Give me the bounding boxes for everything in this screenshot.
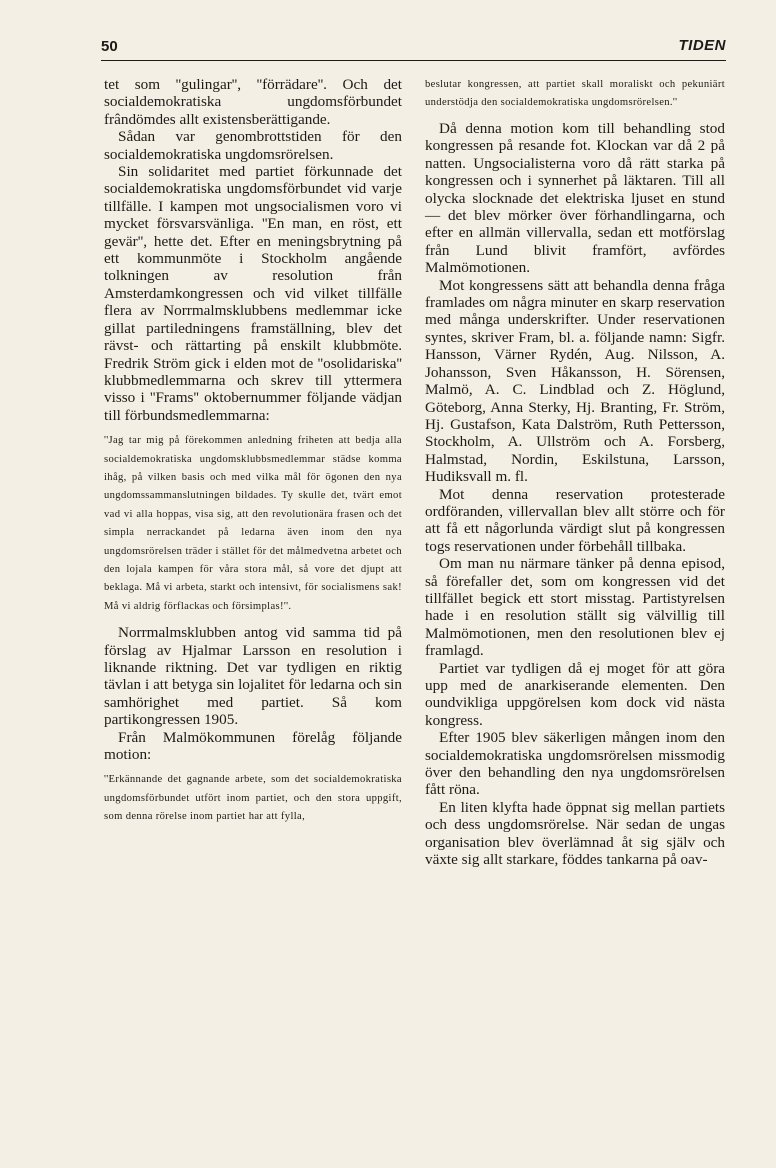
- block-quote: ''Erkännande det gagnande arbete, som det socialdemokratiska ungdomsförbundet utfört inom partiet, och den stora uppgift, som denna rörelse inom partiet har att fylla,: [104, 774, 402, 823]
- header-rule: [101, 60, 726, 61]
- block-quote-continued: beslutar kongressen, att partiet skall moraliskt och pekuniärt understödja den socialdemokratiska ungdomsrörelsen.'': [425, 79, 725, 108]
- paragraph: Norrmalmsklubben antog vid samma tid på förslag av Hjalmar Larsson en resolution i liknande riktning. Det var tydligen en riktig tävlan i att betyga sin lojalitet för ledarna och sin samhörighet med partiet. Så kom partikongressen 1905.: [104, 624, 402, 729]
- block-quote: ''Jag tar mig på förekommen anledning friheten att bedja alla socialdemokratiska ungdomsklubbsmedlemmar städse komma ihåg, på vilken basis och med vilka mål för ögonen den nya ungdomssammanslutningen bildades. Ty skulle det, tvärt emot vad vi alla hoppas, visa sig, att den revolutionära frasen och det simpla nerrackandet på ledarna även inom den nya ungdomsrörelsen träder i stället för det målmedvetna arbetet och den lojala kampen för våra stora mål, så vore det djupt att beklaga. Må vi arbeta, starkt och intensivt, för socialismens sak! Må vi aldrig förflackas och försimplas!''.: [104, 435, 402, 612]
- paragraph: Partiet var tydligen då ej moget för att göra upp med de anarkiserande elementen. Den oundvikliga uppgörelsen kom dock vid nästa kongress.: [425, 659, 725, 729]
- left-column: [104, 76, 402, 835]
- paragraph: Då denna motion kom till behandling stod kongressen på resande fot. Klockan var då 2 på natten. Ungsocialisterna voro då rätt starka på kongressen och i synnerhet på läktaren. Till all olycka slocknade det elektriska ljuset en stund — det blev mörker över förhandlingarna, och efter en allmän villervalla, sedan ett motförslag från Lund blivit framfört, avfördes Malmömotionen.: [425, 120, 725, 277]
- paragraph: Om man nu närmare tänker på denna episod, så förefaller det, som om kongressen vid det tillfället begick ett stort misstag. Partistyrelsen hade i en resolution ställt sig välvillig till Malmömotionen, men den resolutionen blev ej framlagd.: [425, 555, 725, 660]
- paragraph: Sådan var genombrottstiden för den socialdemokratiska ungdomsrörelsen.: [104, 128, 402, 163]
- page-number: 50: [101, 38, 118, 55]
- right-column: [425, 76, 725, 868]
- paragraph: Mot denna reservation protesterade ordföranden, villervallan blev allt större och för att få ett någorlunda värdigt slut på kongressen togs reservationen under förbehåll tillbaka.: [425, 485, 725, 555]
- paragraph: Efter 1905 blev säkerligen mången inom den socialdemokratiska ungdomsrörelsen missmodig över den behandling den nya ungdomsrörelsen fått röna.: [425, 729, 725, 799]
- paragraph: Sin solidaritet med partiet förkunnade det socialdemokratiska ungdomsförbundet vid varje tillfälle. I kampen mot ungsocialismen voro vi mycket försvarsvänliga. ''En man, en röst, ett gevär'', hette det. Efter en meningsbrytning på ett kommunmöte i Stockholm angående tolkningen av resolution från Amsterdamkongressen och vid vilket tillfälle flera av Norrmalmsklubbens medlemmar icke gillat partiledningens framställning, blev det rävst- och rättarting på enskilt klubbmöte. Fredrik Ström gick i elden mot de ''osolidariska'' klubbmedlemmarna och skrev till yttermera visso i ''Frams'' oktobernummer följande vädjan till förbundsmedlemmarna:: [104, 163, 402, 424]
- running-title: TIDEN: [678, 37, 726, 54]
- paragraph: Mot kongressens sätt att behandla denna fråga framlades om några minuter en skarp reservation med många underskrifter. Under reservationen syntes, skriver Fram, bl. a. följande namn: Sigfr. Hansson, Värner Rydén, Aug. Nilsson, A. Johansson, Sven Håkansson, H. Sörensen, Malmö, A. C. Lindblad och Z. Höglund, Göteborg, Anna Sterky, Hj. Branting, Fr. Ström, Hj. Gustafson, Kata Dalström, Ruth Pettersson, Stockholm, A. Ullström och A. Forsberg, Halmstad, Nordin, Eskilstuna, Larsson, Hudiksvall m. fl.: [425, 276, 725, 486]
- paragraph: Från Malmökommunen förelåg följande motion:: [104, 728, 402, 764]
- paragraph: En liten klyfta hade öppnat sig mellan partiets och dess ungdomsrörelse. När sedan de ungas organisation blev överlämnad åt sig själv och växte sig allt starkare, föddes tankarna på oav-: [425, 798, 725, 869]
- paragraph: tet som ''gulingar'', ''förrädare''. Och det socialdemokratiska ungdomsförbundet frândömdes allt existensberättigande.: [104, 76, 402, 128]
